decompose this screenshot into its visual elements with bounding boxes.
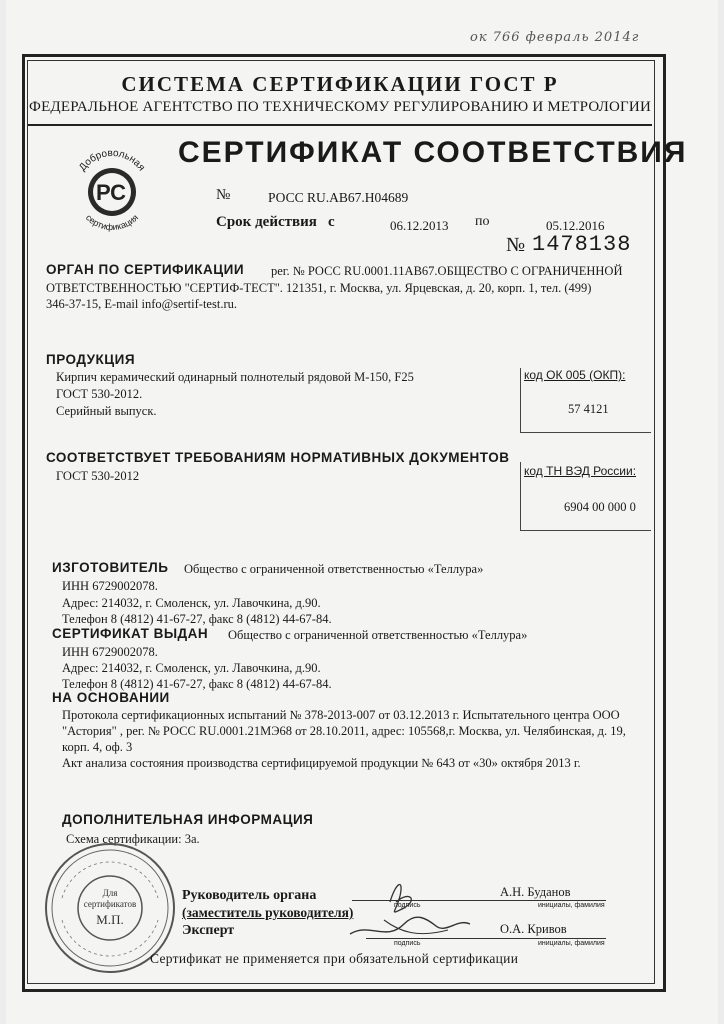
- manufacturer-title: ИЗГОТОВИТЕЛЬ: [52, 560, 169, 575]
- logo-bottom-text: сертификация: [83, 212, 141, 233]
- system-title: СИСТЕМА СЕРТИФИКАЦИИ ГОСТ Р: [121, 72, 559, 96]
- head-label: Руководитель органа: [182, 888, 317, 903]
- certification-scheme: Схема сертификации: 3а.: [66, 832, 200, 846]
- manufacturer-phone: Телефон 8 (4812) 41-67-27, факс 8 (4812) 44-67-84.: [62, 612, 332, 626]
- organ-title: ОРГАН ПО СЕРТИФИКАЦИИ: [46, 262, 245, 277]
- certificate-number: РОСС RU.AB67.H04689: [268, 190, 409, 205]
- conformity-title: СООТВЕТСТВУЕТ ТРЕБОВАНИЯМ НОРМАТИВНЫХ ДОКУМЕНТОВ: [46, 450, 510, 465]
- issued-inn: ИНН 6729002078.: [62, 645, 158, 659]
- basis-line1: Протокола сертификационных испытаний № 378-2013-007 от 03.12.2013 г. Испытательного центра ООО: [62, 708, 620, 722]
- expert-name-line: [472, 938, 606, 939]
- logo-mark: РС: [95, 180, 127, 205]
- okp-label: код ОК 005 (ОКП):: [524, 368, 626, 382]
- expert-sign-caption: подпись: [394, 940, 421, 947]
- basis-line3: корп. 4, оф. 3: [62, 740, 133, 754]
- organ-line2: ОТВЕТСТВЕННОСТЬЮ "СЕРТИФ-ТЕСТ". 121351, г. Москва, ул. Ярцевская, д. 20, корп. 1, тел. (499): [46, 281, 592, 295]
- certificate-title: СЕРТИФИКАТ СООТВЕТСТВИЯ: [178, 136, 688, 169]
- expert-name: О.А. Кривов: [500, 922, 567, 936]
- footer-note: Сертификат не применяется при обязательной сертификации: [150, 951, 519, 966]
- product-title: ПРОДУКЦИЯ: [46, 352, 136, 367]
- basis-line2: "Астория" , рег. № РОСС RU.0001.21МЭ68 от 28.10.2011, адрес: 105568,г. Москва, ул. Челябинская, д. 19,: [62, 724, 626, 738]
- organ-line1: рег. № РОСС RU.0001.11AB67.ОБЩЕСТВО С ОГРАНИЧЕННОЙ: [271, 264, 623, 278]
- conformity-doc: ГОСТ 530-2012: [56, 469, 140, 483]
- manufacturer-inn: ИНН 6729002078.: [62, 579, 158, 593]
- validity-from-label: с: [328, 214, 335, 230]
- number-label: №: [216, 187, 231, 203]
- deputy-label: (заместитель руководителя): [182, 905, 354, 920]
- expert-label: Эксперт: [182, 923, 235, 938]
- issued-title: СЕРТИФИКАТ ВЫДАН: [52, 626, 209, 641]
- manufacturer-name: Общество с ограниченной ответственностью «Теллура»: [184, 562, 484, 576]
- seal-text-top: Для: [102, 888, 118, 898]
- agency-title: ФЕДЕРАЛЬНОЕ АГЕНТСТВО ПО ТЕХНИЧЕСКОМУ РЕГУЛИРОВАНИЮ И МЕТРОЛОГИИ: [29, 99, 651, 115]
- head-sign-caption: подпись: [394, 902, 421, 909]
- head-name-line: [472, 900, 606, 901]
- header-divider: [28, 124, 652, 126]
- tnved-label: код ТН ВЭД России:: [524, 464, 637, 478]
- manufacturer-address: Адрес: 214032, г. Смоленск, ул. Лавочкина, д.90.: [62, 596, 321, 610]
- seal-mp: М.П.: [96, 912, 124, 927]
- validity-to-label: по: [475, 214, 490, 229]
- okp-value: 57 4121: [568, 402, 609, 416]
- product-line1: Кирпич керамический одинарный полнотелый рядовой М-150, F25: [56, 370, 414, 384]
- rs-certification-logo-icon: [64, 142, 160, 238]
- head-name: А.Н. Буданов: [500, 885, 571, 899]
- validity-to-date: 05.12.2016: [546, 218, 605, 233]
- validity-from-date: 06.12.2013: [390, 218, 449, 233]
- seal-text-mid: сертификатов: [83, 899, 137, 909]
- issued-phone: Телефон 8 (4812) 41-67-27, факс 8 (4812) 44-67-84.: [62, 677, 332, 691]
- basis-title: НА ОСНОВАНИИ: [52, 690, 170, 705]
- product-line2: ГОСТ 530-2012.: [56, 387, 143, 401]
- additional-title: ДОПОЛНИТЕЛЬНАЯ ИНФОРМАЦИЯ: [62, 812, 314, 827]
- issued-name: Общество с ограниченной ответственностью «Теллура»: [228, 628, 528, 642]
- issued-address: Адрес: 214032, г. Смоленск, ул. Лавочкина, д.90.: [62, 661, 321, 675]
- handwritten-note: ок 766 февраль 2014г: [470, 30, 640, 45]
- basis-line4: Акт анализа состояния производства сертифицируемой продукции № 643 от «30» октября 2013 г.: [62, 756, 581, 770]
- handwritten-signature-icon: [330, 872, 480, 952]
- tnved-value: 6904 00 000 0: [564, 500, 636, 514]
- serial-number: 1478138: [532, 232, 632, 257]
- organ-line3: 346-37-15, E-mail info@sertif-test.ru.: [46, 297, 237, 311]
- validity-label: Срок действия: [216, 214, 317, 230]
- product-line3: Серийный выпуск.: [56, 404, 157, 418]
- logo-top-text: Добровольная: [77, 147, 147, 174]
- expert-initials-caption: инициалы, фамилия: [538, 940, 605, 947]
- head-initials-caption: инициалы, фамилия: [538, 902, 605, 909]
- serial-label: №: [506, 234, 526, 256]
